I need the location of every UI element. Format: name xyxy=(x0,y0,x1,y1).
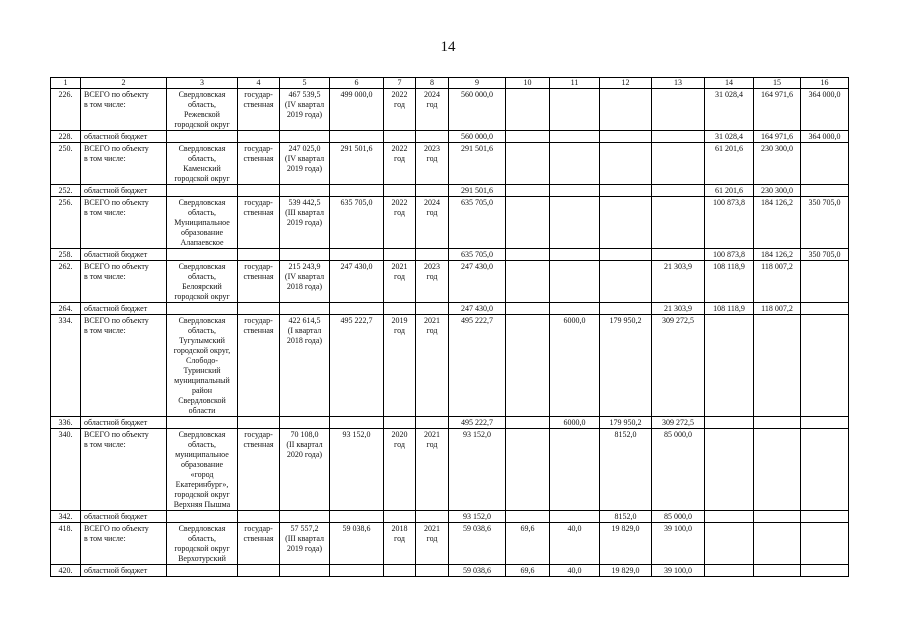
amount-col-10-cell xyxy=(506,429,550,511)
column-header-11: 11 xyxy=(550,78,600,89)
column-header-13: 13 xyxy=(652,78,705,89)
estimated-cost-cell xyxy=(280,249,330,261)
row-number-cell: 258. xyxy=(51,249,81,261)
total-cost-cell: 499 000,0 xyxy=(330,89,384,131)
ownership-form-cell: государ- ственная xyxy=(238,143,280,185)
budget-table xyxy=(50,77,849,577)
amount-col-16-cell: 350 705,0 xyxy=(801,249,849,261)
regional-budget-row xyxy=(51,417,849,429)
funding-source-cell: областной бюджет xyxy=(81,131,167,143)
total-amount-cell: 560 000,0 xyxy=(449,89,506,131)
amount-col-11-cell: 6000,0 xyxy=(550,315,600,417)
amount-col-12-cell xyxy=(600,197,652,249)
amount-col-12-cell: 8152,0 xyxy=(600,429,652,511)
estimated-cost-cell: 422 614,5 (I квартал 2018 года) xyxy=(280,315,330,417)
amount-col-11-cell xyxy=(550,131,600,143)
row-number-cell: 336. xyxy=(51,417,81,429)
amount-col-11-cell: 40,0 xyxy=(550,565,600,577)
amount-col-16-cell xyxy=(801,565,849,577)
column-header-3: 3 xyxy=(167,78,238,89)
amount-col-16-cell xyxy=(801,417,849,429)
row-number-cell: 256. xyxy=(51,197,81,249)
start-year-cell: 2022 год xyxy=(384,197,416,249)
amount-col-12-cell xyxy=(600,249,652,261)
total-amount-cell: 59 038,6 xyxy=(449,565,506,577)
amount-col-13-cell: 21 303,9 xyxy=(652,261,705,303)
amount-col-12-cell: 8152,0 xyxy=(600,511,652,523)
ownership-form-cell: государ- ственная xyxy=(238,523,280,565)
total-amount-cell: 635 705,0 xyxy=(449,249,506,261)
row-number-cell: 418. xyxy=(51,523,81,565)
amount-col-16-cell xyxy=(801,185,849,197)
funding-source-cell: областной бюджет xyxy=(81,417,167,429)
amount-col-14-cell: 61 201,6 xyxy=(705,185,754,197)
funding-source-cell: ВСЕГО по объекту в том числе: xyxy=(81,429,167,511)
ownership-form-cell: государ- ственная xyxy=(238,89,280,131)
start-year-cell xyxy=(384,417,416,429)
total-amount-cell: 59 038,6 xyxy=(449,523,506,565)
total-cost-cell: 495 222,7 xyxy=(330,315,384,417)
object-total-row xyxy=(51,89,849,131)
total-cost-cell: 247 430,0 xyxy=(330,261,384,303)
column-header-5: 5 xyxy=(280,78,330,89)
start-year-cell xyxy=(384,303,416,315)
regional-budget-row xyxy=(51,565,849,577)
column-header-15: 15 xyxy=(754,78,801,89)
total-cost-cell xyxy=(330,565,384,577)
amount-col-15-cell: 184 126,2 xyxy=(754,249,801,261)
start-year-cell xyxy=(384,249,416,261)
funding-source-cell: ВСЕГО по объекту в том числе: xyxy=(81,197,167,249)
row-number-cell: 342. xyxy=(51,511,81,523)
amount-col-13-cell xyxy=(652,249,705,261)
start-year-cell: 2019 год xyxy=(384,315,416,417)
amount-col-12-cell xyxy=(600,131,652,143)
total-cost-cell xyxy=(330,185,384,197)
amount-col-16-cell xyxy=(801,511,849,523)
total-amount-cell: 495 222,7 xyxy=(449,417,506,429)
start-year-cell: 2022 год xyxy=(384,143,416,185)
amount-col-14-cell xyxy=(705,523,754,565)
start-year-cell: 2022 год xyxy=(384,89,416,131)
amount-col-11-cell xyxy=(550,89,600,131)
regional-budget-row xyxy=(51,131,849,143)
total-amount-cell: 635 705,0 xyxy=(449,197,506,249)
object-total-row xyxy=(51,315,849,417)
amount-col-15-cell: 230 300,0 xyxy=(754,185,801,197)
column-header-14: 14 xyxy=(705,78,754,89)
amount-col-16-cell xyxy=(801,523,849,565)
amount-col-13-cell: 309 272,5 xyxy=(652,315,705,417)
amount-col-11-cell xyxy=(550,511,600,523)
amount-col-14-cell xyxy=(705,565,754,577)
amount-col-10-cell xyxy=(506,89,550,131)
ownership-form-cell xyxy=(238,565,280,577)
object-total-row xyxy=(51,429,849,511)
row-number-cell: 250. xyxy=(51,143,81,185)
amount-col-10-cell xyxy=(506,185,550,197)
location-cell: Свердловская область, Каменский городской округ xyxy=(167,143,238,185)
amount-col-10-cell: 69,6 xyxy=(506,565,550,577)
amount-col-13-cell: 21 303,9 xyxy=(652,303,705,315)
amount-col-14-cell: 31 028,4 xyxy=(705,131,754,143)
total-cost-cell: 93 152,0 xyxy=(330,429,384,511)
end-year-cell: 2021 год xyxy=(416,523,449,565)
funding-source-cell: ВСЕГО по объекту в том числе: xyxy=(81,523,167,565)
total-amount-cell: 247 430,0 xyxy=(449,303,506,315)
start-year-cell xyxy=(384,565,416,577)
amount-col-16-cell: 364 000,0 xyxy=(801,89,849,131)
location-cell: Свердловская область, Муниципальное образование Алапаевское xyxy=(167,197,238,249)
estimated-cost-cell xyxy=(280,303,330,315)
row-number-cell: 262. xyxy=(51,261,81,303)
amount-col-16-cell xyxy=(801,303,849,315)
end-year-cell xyxy=(416,565,449,577)
total-amount-cell: 93 152,0 xyxy=(449,511,506,523)
ownership-form-cell xyxy=(238,185,280,197)
estimated-cost-cell: 467 539,5 (IV квартал 2019 года) xyxy=(280,89,330,131)
start-year-cell: 2018 год xyxy=(384,523,416,565)
total-cost-cell xyxy=(330,131,384,143)
amount-col-15-cell: 164 971,6 xyxy=(754,89,801,131)
amount-col-14-cell: 100 873,8 xyxy=(705,197,754,249)
amount-col-16-cell xyxy=(801,261,849,303)
amount-col-10-cell: 69,6 xyxy=(506,523,550,565)
amount-col-13-cell xyxy=(652,197,705,249)
amount-col-13-cell: 39 100,0 xyxy=(652,565,705,577)
end-year-cell xyxy=(416,511,449,523)
total-amount-cell: 560 000,0 xyxy=(449,131,506,143)
funding-source-cell: областной бюджет xyxy=(81,249,167,261)
amount-col-12-cell: 179 950,2 xyxy=(600,315,652,417)
amount-col-11-cell xyxy=(550,197,600,249)
amount-col-15-cell xyxy=(754,511,801,523)
row-number-cell: 226. xyxy=(51,89,81,131)
estimated-cost-cell xyxy=(280,417,330,429)
amount-col-12-cell xyxy=(600,261,652,303)
amount-col-11-cell xyxy=(550,429,600,511)
amount-col-14-cell: 100 873,8 xyxy=(705,249,754,261)
ownership-form-cell xyxy=(238,417,280,429)
end-year-cell xyxy=(416,131,449,143)
location-cell: Свердловская область, Тугулымский городской округ, Слободо- Туринский муниципальный район Свердловской области xyxy=(167,315,238,417)
amount-col-15-cell xyxy=(754,429,801,511)
amount-col-10-cell xyxy=(506,249,550,261)
amount-col-12-cell xyxy=(600,303,652,315)
funding-source-cell: ВСЕГО по объекту в том числе: xyxy=(81,315,167,417)
total-amount-cell: 93 152,0 xyxy=(449,429,506,511)
estimated-cost-cell: 57 557,2 (III квартал 2019 года) xyxy=(280,523,330,565)
amount-col-14-cell: 31 028,4 xyxy=(705,89,754,131)
location-cell xyxy=(167,249,238,261)
object-total-row xyxy=(51,143,849,185)
column-header-8: 8 xyxy=(416,78,449,89)
end-year-cell xyxy=(416,249,449,261)
column-header-7: 7 xyxy=(384,78,416,89)
amount-col-10-cell xyxy=(506,315,550,417)
amount-col-14-cell xyxy=(705,511,754,523)
amount-col-10-cell xyxy=(506,303,550,315)
object-total-row xyxy=(51,197,849,249)
end-year-cell: 2024 год xyxy=(416,89,449,131)
total-cost-cell xyxy=(330,249,384,261)
end-year-cell: 2024 год xyxy=(416,197,449,249)
amount-col-12-cell: 179 950,2 xyxy=(600,417,652,429)
regional-budget-row xyxy=(51,185,849,197)
amount-col-11-cell xyxy=(550,261,600,303)
column-header-6: 6 xyxy=(330,78,384,89)
start-year-cell xyxy=(384,185,416,197)
row-number-cell: 264. xyxy=(51,303,81,315)
location-cell xyxy=(167,565,238,577)
total-cost-cell xyxy=(330,303,384,315)
amount-col-16-cell: 350 705,0 xyxy=(801,197,849,249)
amount-col-13-cell: 39 100,0 xyxy=(652,523,705,565)
regional-budget-row xyxy=(51,249,849,261)
amount-col-15-cell xyxy=(754,417,801,429)
funding-source-cell: ВСЕГО по объекту в том числе: xyxy=(81,261,167,303)
object-total-row xyxy=(51,523,849,565)
location-cell: Свердловская область, муниципальное образование «город Екатеринбург», городской округ Верхняя Пышма xyxy=(167,429,238,511)
amount-col-15-cell: 118 007,2 xyxy=(754,303,801,315)
column-header-2: 2 xyxy=(81,78,167,89)
end-year-cell xyxy=(416,303,449,315)
estimated-cost-cell xyxy=(280,131,330,143)
amount-col-12-cell: 19 829,0 xyxy=(600,565,652,577)
column-header-4: 4 xyxy=(238,78,280,89)
amount-col-14-cell xyxy=(705,417,754,429)
start-year-cell: 2021 год xyxy=(384,261,416,303)
amount-col-13-cell xyxy=(652,89,705,131)
amount-col-11-cell xyxy=(550,185,600,197)
amount-col-13-cell xyxy=(652,131,705,143)
column-header-10: 10 xyxy=(506,78,550,89)
amount-col-11-cell xyxy=(550,303,600,315)
amount-col-10-cell xyxy=(506,143,550,185)
end-year-cell: 2023 год xyxy=(416,143,449,185)
total-cost-cell: 291 501,6 xyxy=(330,143,384,185)
location-cell: Свердловская область, городской округ Верхотурский xyxy=(167,523,238,565)
location-cell xyxy=(167,131,238,143)
estimated-cost-cell: 70 108,0 (II квартал 2020 года) xyxy=(280,429,330,511)
amount-col-11-cell: 6000,0 xyxy=(550,417,600,429)
start-year-cell: 2020 год xyxy=(384,429,416,511)
funding-source-cell: ВСЕГО по объекту в том числе: xyxy=(81,143,167,185)
amount-col-11-cell: 40,0 xyxy=(550,523,600,565)
regional-budget-row xyxy=(51,511,849,523)
amount-col-12-cell xyxy=(600,143,652,185)
estimated-cost-cell xyxy=(280,565,330,577)
amount-col-14-cell: 108 118,9 xyxy=(705,261,754,303)
total-cost-cell: 635 705,0 xyxy=(330,197,384,249)
end-year-cell: 2021 год xyxy=(416,315,449,417)
amount-col-15-cell: 118 007,2 xyxy=(754,261,801,303)
row-number-cell: 252. xyxy=(51,185,81,197)
funding-source-cell: областной бюджет xyxy=(81,303,167,315)
amount-col-15-cell: 184 126,2 xyxy=(754,197,801,249)
amount-col-11-cell xyxy=(550,143,600,185)
column-header-12: 12 xyxy=(600,78,652,89)
amount-col-15-cell xyxy=(754,523,801,565)
ownership-form-cell xyxy=(238,511,280,523)
amount-col-16-cell xyxy=(801,143,849,185)
amount-col-14-cell: 61 201,6 xyxy=(705,143,754,185)
amount-col-15-cell: 230 300,0 xyxy=(754,143,801,185)
row-number-cell: 420. xyxy=(51,565,81,577)
amount-col-12-cell xyxy=(600,185,652,197)
ownership-form-cell xyxy=(238,131,280,143)
amount-col-11-cell xyxy=(550,249,600,261)
amount-col-13-cell: 85 000,0 xyxy=(652,511,705,523)
amount-col-13-cell: 309 272,5 xyxy=(652,417,705,429)
table-header-row xyxy=(51,78,849,89)
estimated-cost-cell: 247 025,0 (IV квартал 2019 года) xyxy=(280,143,330,185)
end-year-cell: 2023 год xyxy=(416,261,449,303)
total-cost-cell: 59 038,6 xyxy=(330,523,384,565)
amount-col-12-cell xyxy=(600,89,652,131)
total-amount-cell: 247 430,0 xyxy=(449,261,506,303)
total-cost-cell xyxy=(330,417,384,429)
regional-budget-row xyxy=(51,303,849,315)
start-year-cell xyxy=(384,131,416,143)
total-cost-cell xyxy=(330,511,384,523)
ownership-form-cell: государ- ственная xyxy=(238,261,280,303)
amount-col-14-cell xyxy=(705,315,754,417)
amount-col-14-cell: 108 118,9 xyxy=(705,303,754,315)
ownership-form-cell xyxy=(238,303,280,315)
amount-col-15-cell xyxy=(754,565,801,577)
column-header-1: 1 xyxy=(51,78,81,89)
location-cell xyxy=(167,303,238,315)
total-amount-cell: 291 501,6 xyxy=(449,143,506,185)
amount-col-13-cell xyxy=(652,143,705,185)
amount-col-15-cell: 164 971,6 xyxy=(754,131,801,143)
table-body xyxy=(51,89,849,577)
estimated-cost-cell xyxy=(280,511,330,523)
funding-source-cell: областной бюджет xyxy=(81,565,167,577)
object-total-row xyxy=(51,261,849,303)
location-cell xyxy=(167,185,238,197)
estimated-cost-cell xyxy=(280,185,330,197)
row-number-cell: 340. xyxy=(51,429,81,511)
end-year-cell: 2021 год xyxy=(416,429,449,511)
row-number-cell: 228. xyxy=(51,131,81,143)
start-year-cell xyxy=(384,511,416,523)
amount-col-14-cell xyxy=(705,429,754,511)
row-number-cell: 334. xyxy=(51,315,81,417)
amount-col-16-cell xyxy=(801,315,849,417)
ownership-form-cell: государ- ственная xyxy=(238,197,280,249)
location-cell: Свердловская область, Режевской городской округ xyxy=(167,89,238,131)
amount-col-16-cell: 364 000,0 xyxy=(801,131,849,143)
column-header-9: 9 xyxy=(449,78,506,89)
location-cell: Свердловская область, Белоярский городской округ xyxy=(167,261,238,303)
funding-source-cell: областной бюджет xyxy=(81,511,167,523)
location-cell xyxy=(167,417,238,429)
funding-source-cell: областной бюджет xyxy=(81,185,167,197)
end-year-cell xyxy=(416,417,449,429)
location-cell xyxy=(167,511,238,523)
amount-col-10-cell xyxy=(506,197,550,249)
amount-col-12-cell: 19 829,0 xyxy=(600,523,652,565)
ownership-form-cell: государ- ственная xyxy=(238,429,280,511)
column-header-16: 16 xyxy=(801,78,849,89)
estimated-cost-cell: 215 243,9 (IV квартал 2018 года) xyxy=(280,261,330,303)
amount-col-10-cell xyxy=(506,417,550,429)
ownership-form-cell xyxy=(238,249,280,261)
amount-col-10-cell xyxy=(506,261,550,303)
amount-col-16-cell xyxy=(801,429,849,511)
ownership-form-cell: государ- ственная xyxy=(238,315,280,417)
amount-col-10-cell xyxy=(506,511,550,523)
amount-col-15-cell xyxy=(754,315,801,417)
amount-col-13-cell xyxy=(652,185,705,197)
amount-col-13-cell: 85 000,0 xyxy=(652,429,705,511)
table-header xyxy=(51,78,849,89)
funding-source-cell: ВСЕГО по объекту в том числе: xyxy=(81,89,167,131)
page-number: 14 xyxy=(440,39,456,55)
total-amount-cell: 495 222,7 xyxy=(449,315,506,417)
amount-col-10-cell xyxy=(506,131,550,143)
end-year-cell xyxy=(416,185,449,197)
estimated-cost-cell: 539 442,5 (III квартал 2019 года) xyxy=(280,197,330,249)
total-amount-cell: 291 501,6 xyxy=(449,185,506,197)
